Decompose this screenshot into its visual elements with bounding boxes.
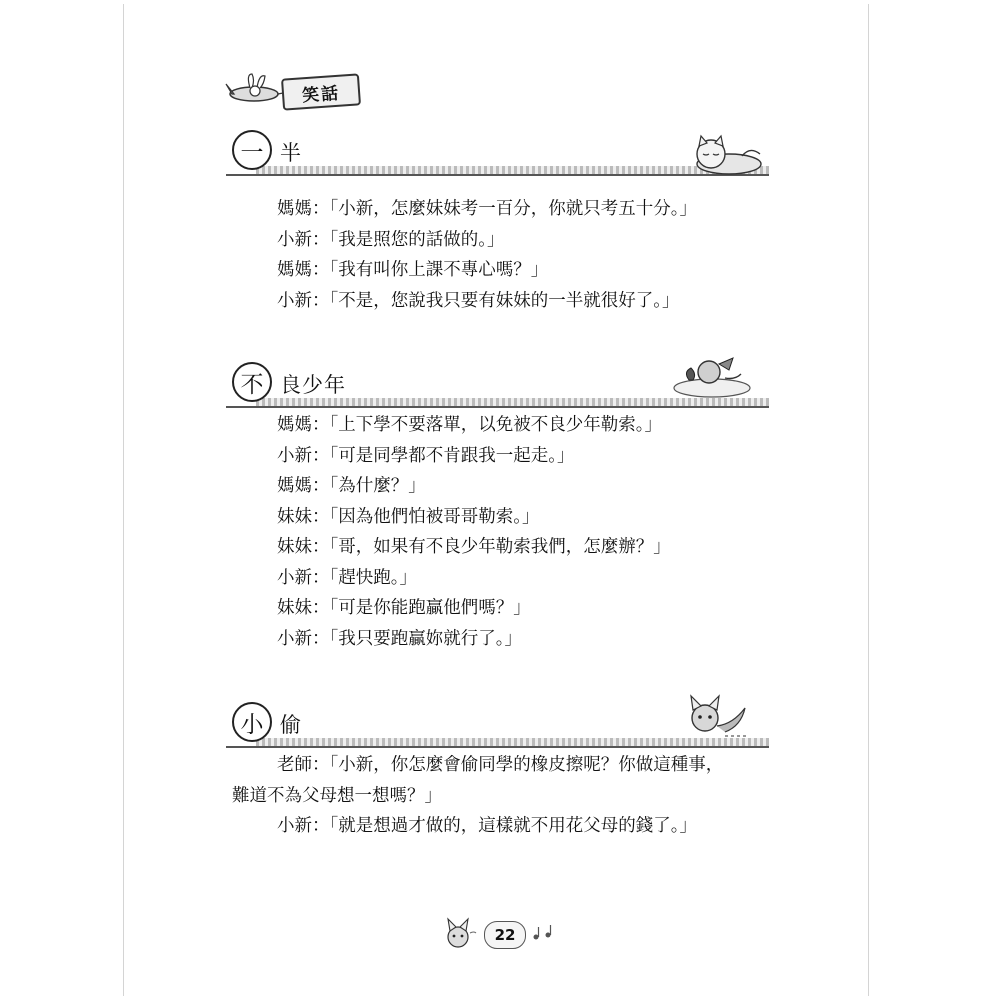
divider xyxy=(226,746,769,748)
speaker: 妹妹 xyxy=(277,537,312,557)
dialogue-line xyxy=(232,286,697,317)
speaker: 媽媽 xyxy=(277,199,312,219)
section-3-title: 偷 xyxy=(280,713,302,737)
divider xyxy=(226,406,769,408)
fox-small-icon xyxy=(440,917,480,953)
line-text: ：「因為他們怕被哥哥勒索。」 xyxy=(312,506,540,527)
section-2-initial: 不 xyxy=(232,362,272,402)
section-2-header xyxy=(226,360,769,412)
speaker: 媽媽 xyxy=(277,415,312,435)
dialogue-line xyxy=(232,225,697,256)
speaker: 媽媽 xyxy=(277,476,312,496)
dialogue-line xyxy=(232,410,671,441)
music-notes-icon xyxy=(530,923,558,943)
speaker: 小新 xyxy=(277,567,312,588)
dialogue-line xyxy=(232,563,671,594)
speaker: 小新 xyxy=(277,628,312,649)
dialogue-line xyxy=(232,255,697,286)
dialogue-line xyxy=(232,471,671,502)
speaker: 小新 xyxy=(277,816,312,836)
line-text: ：「小新，怎麼妹妹考一百分，你就只考五十分。」 xyxy=(312,199,697,219)
section-1-header xyxy=(226,128,769,180)
line-text: ：「我是照您的話做的。」 xyxy=(312,229,505,250)
page-number: 22 xyxy=(484,921,526,949)
cat-icon xyxy=(687,134,765,176)
speaker: 老師 xyxy=(277,755,312,775)
line-text: ：「我只要跑贏妳就行了。」 xyxy=(312,628,522,649)
section-3-header xyxy=(226,700,769,752)
candy-icon xyxy=(667,350,757,402)
section-3-dialogue xyxy=(232,750,723,842)
line-text: ：「小新，你怎麼會偷同學的橡皮擦呢？你做這種事， xyxy=(312,755,724,775)
line-text: ：「不是，您說我只要有妹妹的一半就很好了。」 xyxy=(312,290,680,311)
section-1-initial: 一 xyxy=(232,130,272,170)
dialogue-line xyxy=(232,194,697,225)
dialogue-line xyxy=(232,441,671,472)
dialogue-line xyxy=(232,532,671,563)
dialogue-line xyxy=(232,502,671,533)
line-text: ：「可是你能跑贏他們嗎？」 xyxy=(312,598,531,618)
fox-icon xyxy=(679,692,759,744)
dialogue-line-continuation xyxy=(232,781,723,812)
dialogue-line xyxy=(232,624,671,655)
dialogue-line xyxy=(232,811,723,842)
section-2-dialogue xyxy=(232,410,671,654)
section-3-initial: 小 xyxy=(232,702,272,742)
line-text: ：「上下學不要落單，以免被不良少年勒索。」 xyxy=(312,415,662,435)
line-text: ：「哥，如果有不良少年勒索我們，怎麼辦？」 xyxy=(312,537,671,557)
section-1-dialogue xyxy=(232,194,697,316)
page-header xyxy=(224,70,364,110)
page-footer xyxy=(440,917,560,953)
dialogue-line xyxy=(232,593,671,624)
speaker: 媽媽 xyxy=(277,260,312,280)
line-text: ：「就是想過才做的，這樣就不用花父母的錢了。」 xyxy=(312,816,697,836)
section-2-title: 良少年 xyxy=(280,373,346,397)
line-text: ：「我有叫你上課不專心嗎？」 xyxy=(312,260,549,280)
line-text: ：「為什麼？」 xyxy=(312,476,426,496)
dialogue-line xyxy=(232,750,723,781)
speaker: 小新 xyxy=(277,229,312,250)
speaker: 妹妹 xyxy=(277,506,312,527)
line-text: ：「趕快跑。」 xyxy=(312,567,417,588)
line-text: ：「可是同學都不肯跟我一起走。」 xyxy=(312,445,575,466)
header-badge: 笑話 xyxy=(281,73,361,110)
speaker: 妹妹 xyxy=(277,598,312,618)
section-1-title: 半 xyxy=(280,141,302,165)
line-text: 難道不為父母想一想嗎？」 xyxy=(232,785,442,806)
speaker: 小新 xyxy=(277,445,312,466)
speaker: 小新 xyxy=(277,290,312,311)
